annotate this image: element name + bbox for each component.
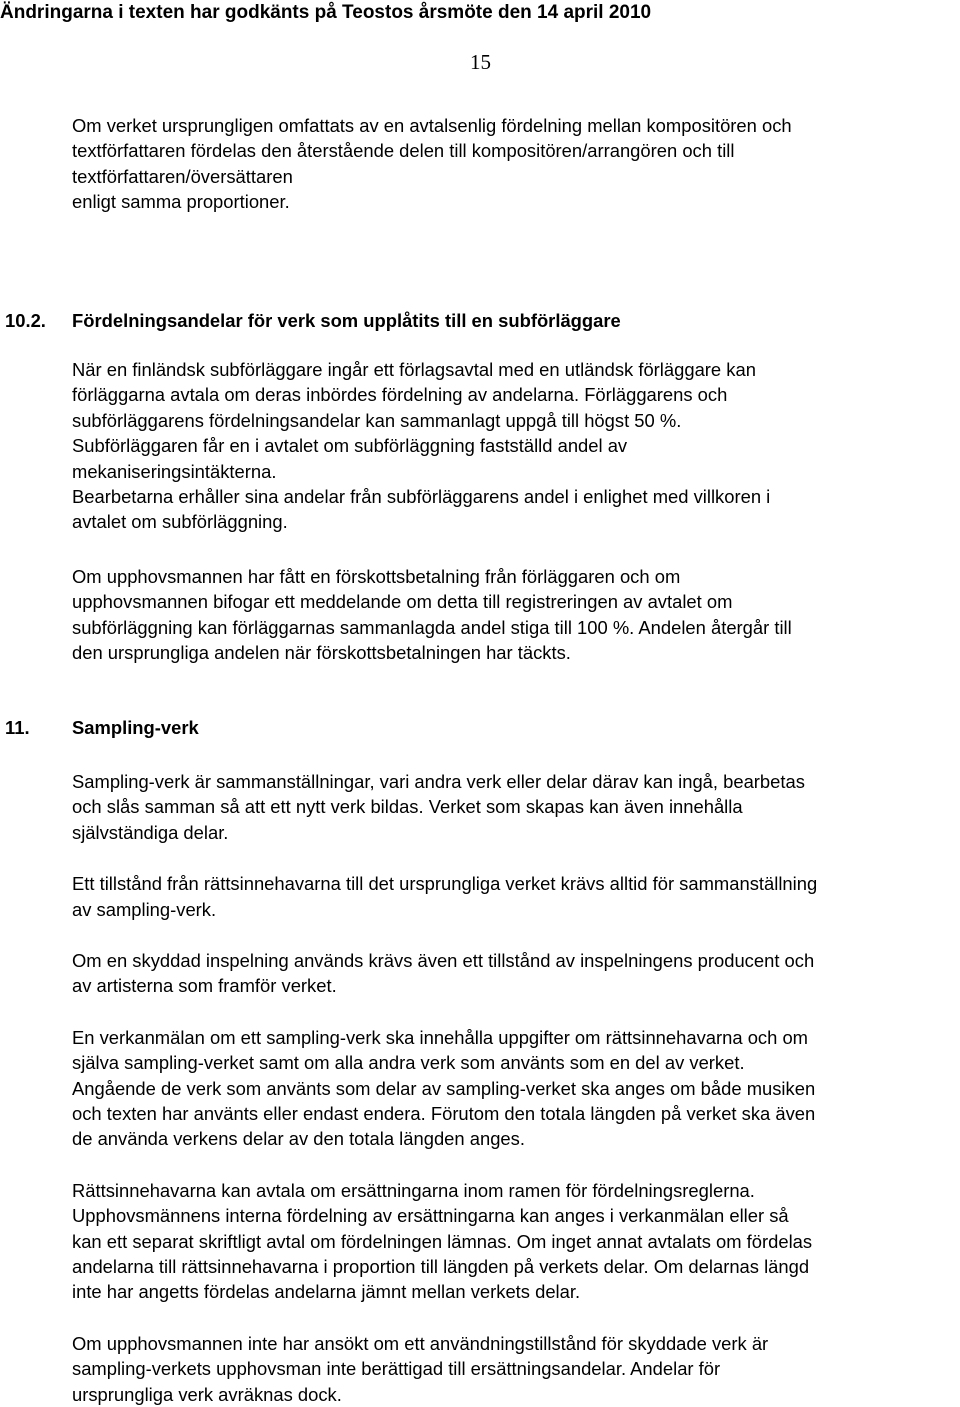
section-11-paragraph-4: En verkanmälan om ett sampling-verk ska innehålla uppgifter om rättsinnehavarna och om själva sampling-verket samt om alla andra verk som använts som en del av verket. Angående de verk som använts som delar av sampling-verket ska anges om både musiken och texten har använts eller endast endera. Förutom den totala längden på verket ska även de använda verkens delar av den totala längden anges. — [72, 1026, 816, 1150]
section-11-heading — [5, 715, 960, 740]
section-10-2-number: 10.2. — [5, 309, 46, 331]
section-10-2-paragraph-2: Om upphovsmannen har fått en förskottsbetalning från förläggaren och om upphovsmannen bifogar ett meddelande om detta till registreringen av avtalet om subförläggning kan förläggarnas sammanlagda andel stiga till 100 %. Andelen återgår till den ursprungliga andelen när förskottsbetalningen har täckts. — [72, 565, 792, 664]
section-10-2-paragraph-1: När en finländsk subförläggare ingår ett förlagsavtal med en utländsk förläggare kan förläggarna avtala om deras inbördes fördelning av andelarna. Förläggarens och subförläggarens fördelningsandelar kan sammanlagt uppgå till högst 50 %. Subförläggaren får en i avtalet om subförläggning fastställd andel av mekaniseringsintäkterna. Bearbetarna erhåller sina andelar från subförläggarens andel i enlighet med villkoren i avtalet om subförläggning. — [72, 359, 771, 533]
section-11-paragraph-1: Sampling-verk är sammanställningar, vari andra verk eller delar därav kan ingå, bearbetas och slås samman så att ett nytt verk bildas. Verket som skapas kan även innehålla självständiga delar. — [72, 770, 805, 843]
page-number: 15 — [470, 50, 491, 74]
section-11-number: 11. — [5, 716, 30, 738]
section-11-paragraph-3: Om en skyddad inspelning används krävs även ett tillstånd av inspelningens producent och av artisterna som framför verket. — [72, 949, 815, 997]
document-body — [5, 113, 960, 1407]
intro-paragraph: Om verket ursprungligen omfattats av en avtalsenlig fördelning mellan kompositören och textförfattaren fördelas den återstående delen till kompositören/arrangören och till textförfattaren/översättaren enligt samma proportioner. — [72, 115, 792, 213]
section-10-2-title: Fördelningsandelar för verk som upplåtits till en subförläggare — [72, 309, 621, 331]
section-11-paragraph-5: Rättsinnehavarna kan avtala om ersättningarna inom ramen för fördelningsreglerna. Upphovsmännens interna fördelning av ersättningarna kan anges i verkanmälan eller så kan ett separat skriftligt avtal om fördelningen lämnas. Om inget annat avtalats om fördelas andelarna till rättsinnehavarna i proportion till längden på verkets delar. Om delarnas längd inte har angetts fördelas andelarna jämnt mellan verkets delar. — [72, 1179, 813, 1303]
section-11-paragraph-2: Ett tillstånd från rättsinnehavarna till det ursprungliga verket krävs alltid för sammanställning av sampling-verk. — [72, 873, 818, 920]
section-11-title: Sampling-verk — [72, 716, 199, 738]
section-11-paragraph-6: Om upphovsmannen inte har ansökt om ett användningstillstånd för skyddade verk är sampling-verkets upphovsman inte berättigad till ersättningsandelar. Andelar för ursprungliga verk avräknas dock. — [72, 1332, 769, 1405]
document-header-title: Ändringarna i texten har godkänts på Teostos årsmöte den 14 april 2010 — [0, 2, 652, 23]
section-10-2-heading — [5, 308, 960, 333]
